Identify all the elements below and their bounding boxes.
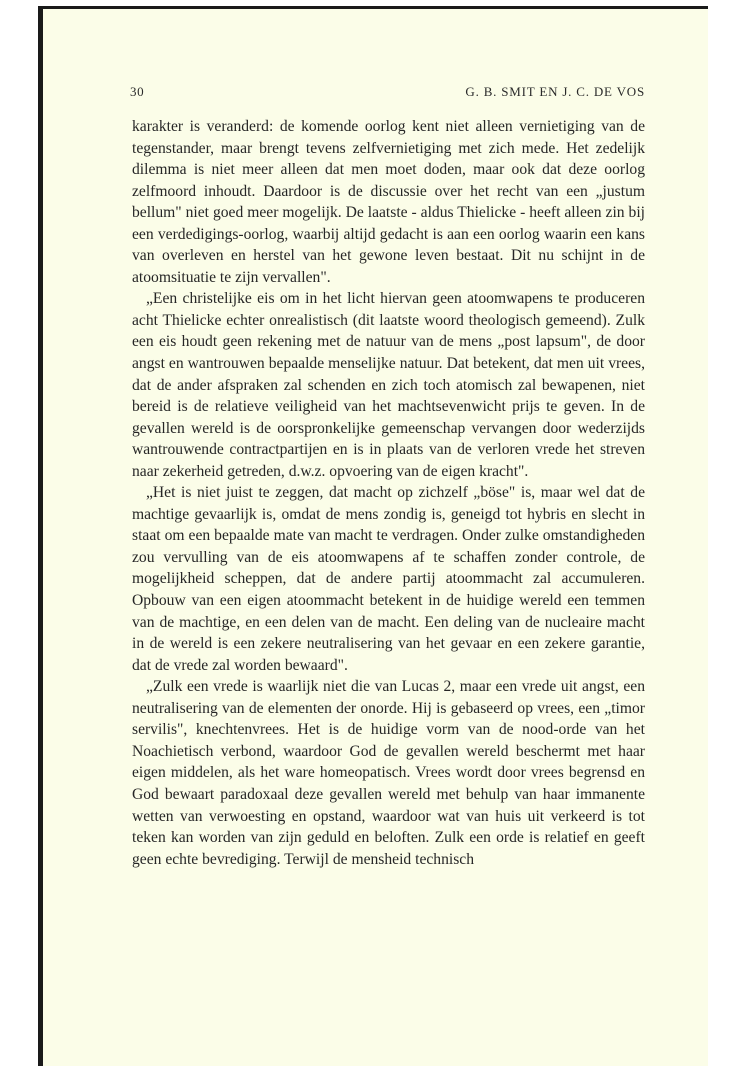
paragraph: „Een christelijke eis om in het licht hiervan geen atoomwapens te produceren acht Thielicke echter onrealistisch (dit laatste woord theologisch gemeend). Zulk een eis houdt geen rekening met de natuur van de mens „post lapsum", de door angst en wantrouwen bepaalde menselijke natuur. Dat betekent, dat men uit vrees, dat de ander afspraken zal schenden en zich toch atomisch zal bewapenen, niet bereid is de relatieve veiligheid van het machtsevenwicht prijs te geven. In de gevallen wereld is de oorspronkelijke gemeenschap vervangen door wederzijds wantrouwende contractpartijen en is in plaats van de verloren vrede het streven naar zekerheid getreden, d.w.z. opvoering van de eigen kracht". [132,290,645,480]
body-text [132,116,645,870]
page-header [94,78,645,98]
paragraph-continuation: karakter is veranderd: de komende oorlog kent niet alleen vernietiging van de tegenstander, maar brengt tevens zelfvernietiging met zich mede. Het zedelijk dilemma is niet meer alleen dat men moet doden, maar ook dat deze oorlog zelfmoord inhoudt. Daardoor is de discussie over het recht van een „justum bellum" niet goed meer mogelijk. De laatste - aldus Thielicke - heeft alleen zin bij een verdedigings-oorlog, waarbij altijd gedacht is aan een oorlog waarin een kans van overleven en herstel van het gewone leven bestaat. Dit nu schijnt in de atoomsituatie te zijn vervallen". [132,118,645,286]
paragraph: „Zulk een vrede is waarlijk niet die van Lucas 2, maar een vrede uit angst, een neutralisering van de elementen der onorde. Hij is gebaseerd op vrees, een „timor servilis", knechtenvrees. Het is de huidige vorm van de nood-orde van het Noachietisch verbond, waardoor God de gevallen wereld beschermt met haar eigen middelen, als het ware homeopatisch. Vrees wordt door vrees begrensd en God bewaart paradoxaal deze gevallen wereld met behulp van haar immanente wetten van verwoesting en opstand, waardoor wat van huis uit verkeerd is tot teken kan worden van zijn geduld en beloften. Zulk een orde is relatief en geeft geen echte bevrediging. Terwijl de mensheid technisch [132,678,645,868]
page-number: 30 [130,84,145,99]
running-head: G. B. SMIT EN J. C. DE VOS [465,84,645,99]
paragraph: „Het is niet juist te zeggen, dat macht op zichzelf „böse" is, maar wel dat de machtige gevaarlijk is, omdat de mens zondig is, geneigd tot hybris en slecht in staat om een bepaalde mate van macht te verdragen. Onder zulke omstandigheden zou vervulling van de eis atoomwapens af te schaffen zonder controle, de mogelijkheid scheppen, dat de andere partij atoommacht zal accumuleren. Opbouw van een eigen atoommacht betekent in de huidige wereld een temmen van de machtige, en een delen van de macht. Een deling van de nucleaire macht in de wereld is een zekere neutralisering van het gevaar en een zekere garantie, dat de vrede zal worden bewaard". [132,484,645,674]
